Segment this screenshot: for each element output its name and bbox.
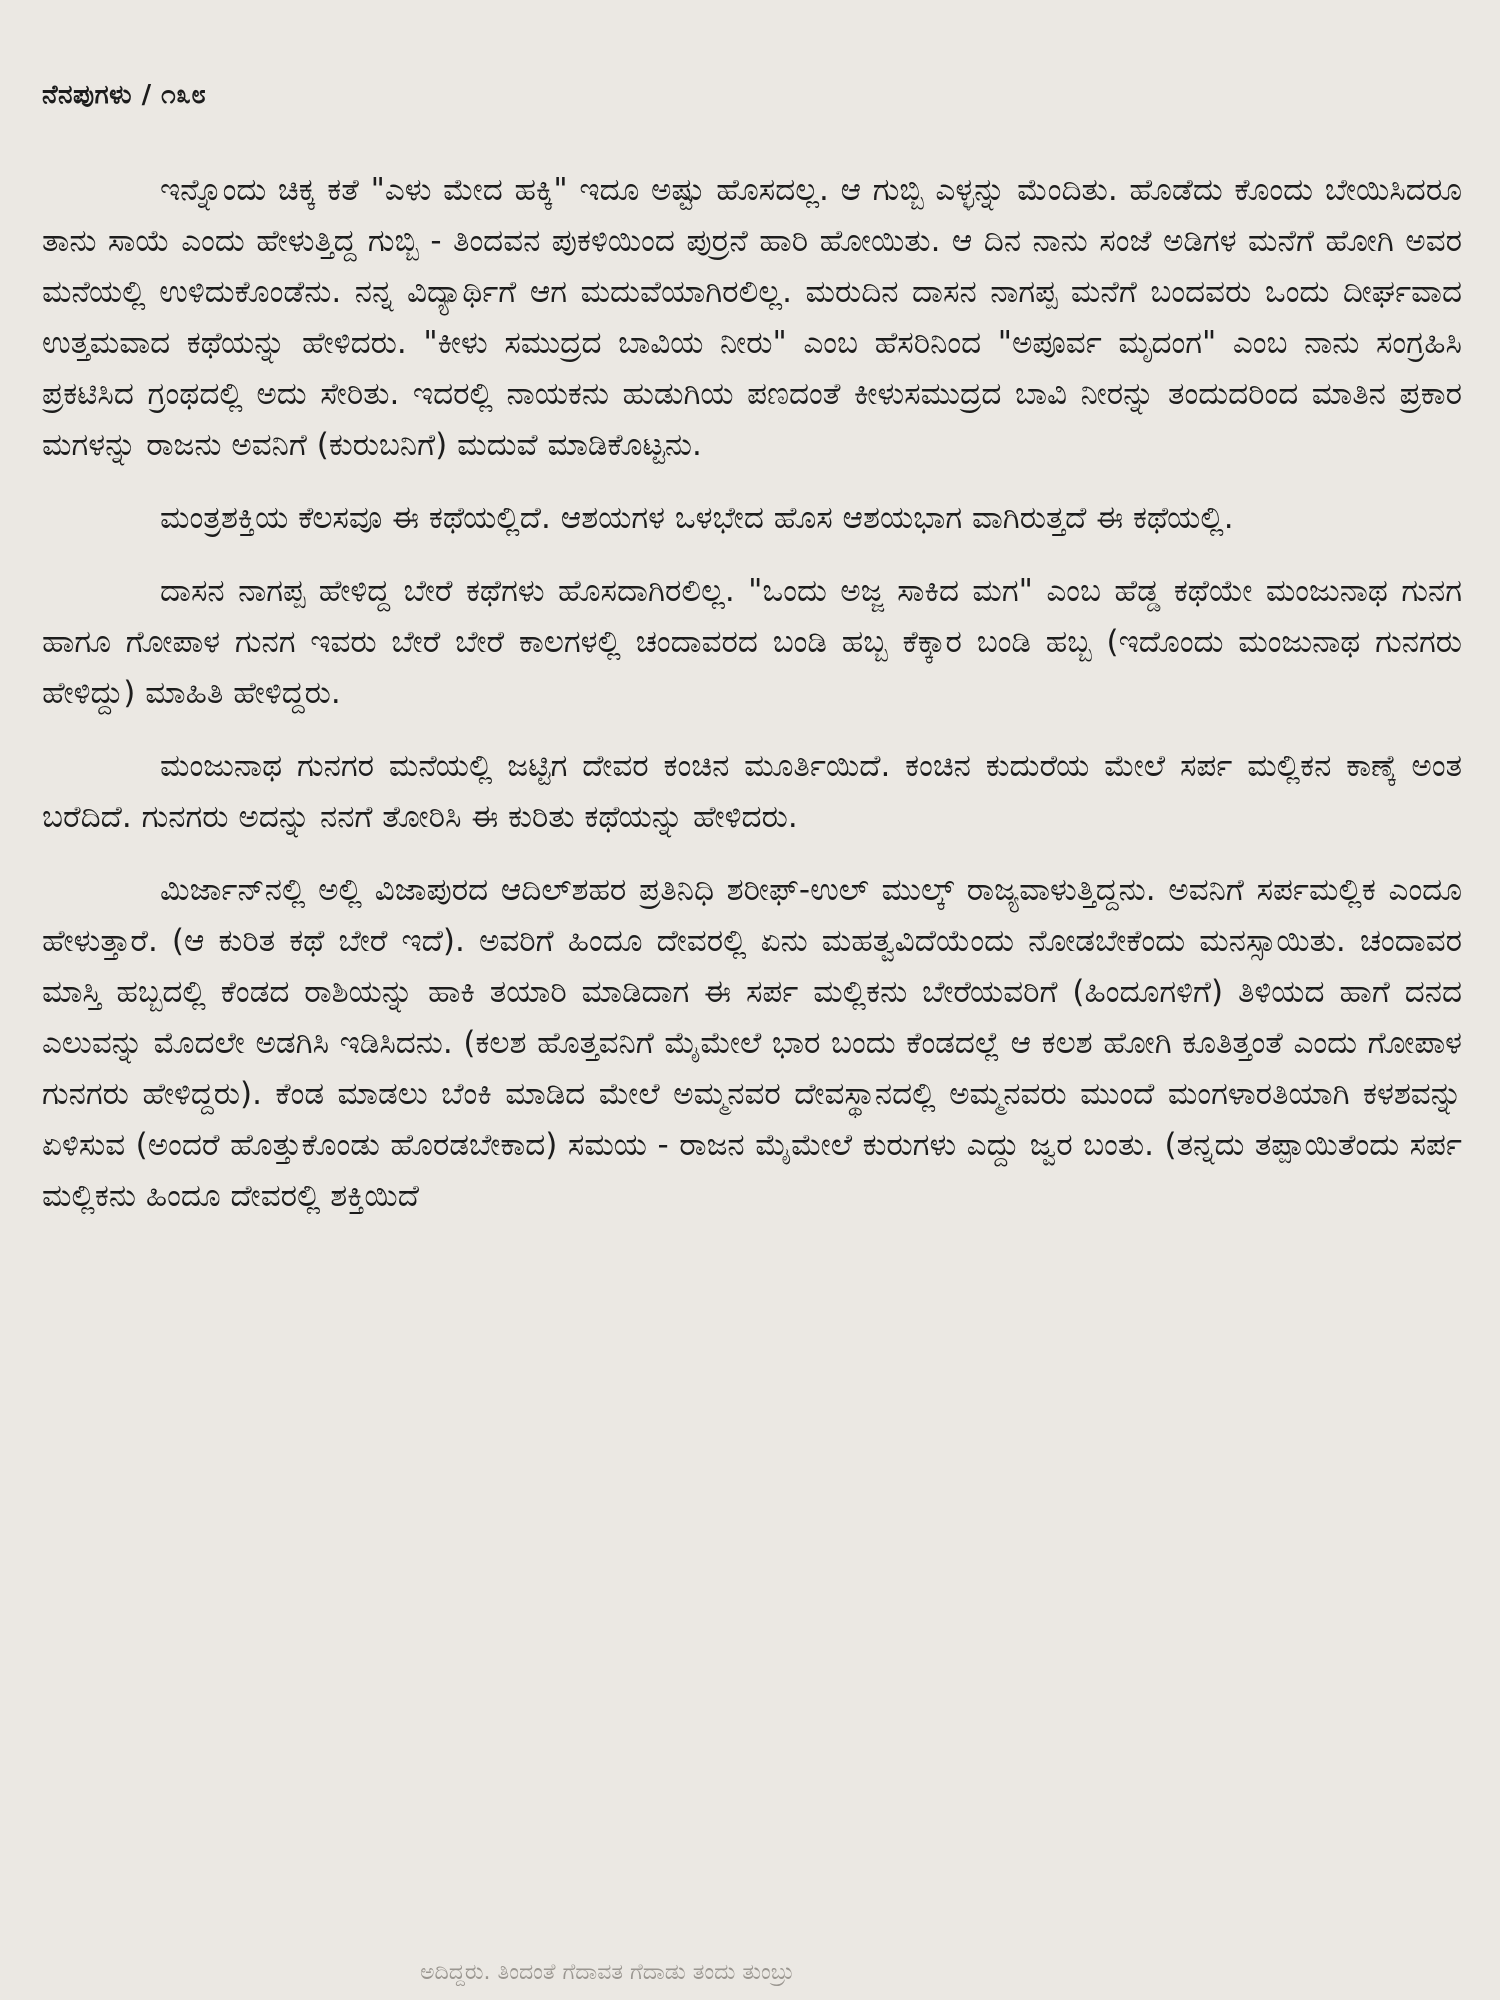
paragraph-5: ಮಿರ್ಜಾನ್‌ನಲ್ಲಿ ಅಲ್ಲಿ ವಿಜಾಪುರದ ಆದಿಲ್‌ಶಹರ ಪ್ರತಿನಿಧಿ ಶರೀಫ್-ಉಲ್ ಮುಲ್ಕ್ ರಾಜ್ಯವಾಳುತ್ತಿದ್ದನು. ಅವನಿಗೆ ಸರ್ಪಮಲ್ಲಿಕ ಎಂದೂ ಹೇಳುತ್ತಾರೆ. (ಆ ಕುರಿತ ಕಥೆ ಬೇರೆ ಇದೆ). ಅವರಿಗೆ ಹಿಂದೂ ದೇವರಲ್ಲಿ ಏನು ಮಹತ್ವವಿದೆಯೆಂದು ನೋಡಬೇಕೆಂದು ಮನಸ್ಸಾಯಿತು. ಚಂದಾವರ ಮಾಸ್ತಿ ಹಬ್ಬದಲ್ಲಿ ಕೆಂಡದ ರಾಶಿಯನ್ನು ಹಾಕಿ ತಯಾರಿ ಮಾಡಿದಾಗ ಈ ಸರ್ಪ ಮಲ್ಲಿಕನು ಬೇರೆಯವರಿಗೆ (ಹಿಂದೂಗಳಿಗೆ) ತಿಳಿಯದ ಹಾಗೆ ದನದ ಎಲುವನ್ನು ಮೊದಲೇ ಅಡಗಿಸಿ ಇಡಿಸಿದನು. (ಕಲಶ ಹೊತ್ತವನಿಗೆ ಮೈಮೇಲೆ ಭಾರ ಬಂದು ಕೆಂಡದಲ್ಲೆ ಆ ಕಲಶ ಹೋಗಿ ಕೂತಿತ್ತಂತೆ ಎಂದು ಗೋಪಾಳ ಗುನಗರು ಹೇಳಿದ್ದರು). ಕೆಂಡ ಮಾಡಲು ಬೆಂಕಿ ಮಾಡಿದ ಮೇಲೆ ಅಮ್ಮನವರ ದೇವಸ್ಥಾನದಲ್ಲಿ ಅಮ್ಮನವರು ಮುಂದೆ ಮಂಗಳಾರತಿಯಾಗಿ ಕಳಶವನ್ನು ಏಳಿಸುವ (ಅಂದರೆ ಹೊತ್ತುಕೊಂಡು ಹೊರಡಬೇಕಾದ) ಸಮಯ - ರಾಜನ ಮೈಮೇಲೆ ಕುರುಗಳು ಎದ್ದು ಜ್ವರ ಬಂತು. (ತನ್ನದು ತಪ್ಪಾಯಿತೆಂದು ಸರ್ಪ ಮಲ್ಲಿಕನು ಹಿಂದೂ ದೇವರಲ್ಲಿ ಶಕ್ತಿಯಿದೆ xyxy=(42,872,1462,1214)
paragraph-1: ಇನ್ನೊಂದು ಚಿಕ್ಕ ಕತೆ "ಎಳು ಮೇದ ಹಕ್ಕಿ" ಇದೂ ಅಷ್ಟು ಹೊಸದಲ್ಲ. ಆ ಗುಬ್ಬಿ ಎಳ್ಳನ್ನು ಮೆಂದಿತು. ಹೊಡೆದು ಕೊಂದು ಬೇಯಿಸಿದರೂ ತಾನು ಸಾಯೆ ಎಂದು ಹೇಳುತ್ತಿದ್ದ ಗುಬ್ಬಿ - ತಿಂದವನ ಪುಕಳಿಯಿಂದ ಪುರ್ರನೆ ಹಾರಿ ಹೋಯಿತು. ಆ ದಿನ ನಾನು ಸಂಜೆ ಅಡಿಗಳ ಮನೆಗೆ ಹೋಗಿ ಅವರ ಮನೆಯಲ್ಲಿ ಉಳಿದುಕೊಂಡೆನು. ನನ್ನ ವಿದ್ಯಾರ್ಥಿಗೆ ಆಗ ಮದುವೆಯಾಗಿರಲಿಲ್ಲ. ಮರುದಿನ ದಾಸನ ನಾಗಪ್ಪ ಮನೆಗೆ ಬಂದವರು ಒಂದು ದೀರ್ಘವಾದ ಉತ್ತಮವಾದ ಕಥೆಯನ್ನು ಹೇಳಿದರು. "ಕೀಳು ಸಮುದ್ರದ ಬಾವಿಯ ನೀರು" ಎಂಬ ಹೆಸರಿನಿಂದ "ಅಪೂರ್ವ ಮೃದಂಗ" ಎಂಬ ನಾನು ಸಂಗ್ರಹಿಸಿ ಪ್ರಕಟಿಸಿದ ಗ್ರಂಥದಲ್ಲಿ ಅದು ಸೇರಿತು. ಇದರಲ್ಲಿ ನಾಯಕನು ಹುಡುಗಿಯ ಪಣದಂತೆ ಕೀಳುಸಮುದ್ರದ ಬಾವಿ ನೀರನ್ನು ತಂದುದರಿಂದ ಮಾತಿನ ಪ್ರಕಾರ ಮಗಳನ್ನು ರಾಜನು ಅವನಿಗೆ (ಕುರುಬನಿಗೆ) ಮದುವೆ ಮಾಡಿಕೊಟ್ಟನು. xyxy=(42,172,1462,463)
paragraph-2: ಮಂತ್ರಶಕ್ತಿಯ ಕೆಲಸವೂ ಈ ಕಥೆಯಲ್ಲಿದೆ. ಆಶಯಗಳ ಒಳಭೇದ ಹೊಸ ಆಶಯಭಾಗ ವಾಗಿರುತ್ತದೆ ಈ ಕಥೆಯಲ್ಲಿ. xyxy=(160,500,1234,536)
paragraph-4: ಮಂಜುನಾಥ ಗುನಗರ ಮನೆಯಲ್ಲಿ ಜಟ್ಟಿಗ ದೇವರ ಕಂಚಿನ ಮೂರ್ತಿಯಿದೆ. ಕಂಚಿನ ಕುದುರೆಯ ಮೇಲೆ ಸರ್ಪ ಮಲ್ಲಿಕನ ಕಾಣ್ಕೆ ಅಂತ ಬರೆದಿದೆ. ಗುನಗರು ಅದನ್ನು ನನಗೆ ತೋರಿಸಿ ಈ ಕುರಿತು ಕಥೆಯನ್ನು ಹೇಳಿದರು. xyxy=(42,748,1462,835)
body-text xyxy=(42,165,1462,1244)
bleed-through-text: ಅದಿದ್ದರು. ತಿಂದಂತೆ ಗೆದಾವತ ಗೆದಾಡು ತಂದು ತುಂಬ್ರು xyxy=(420,1960,794,1985)
page-header: ನೆನಪುಗಳು / ೧೩೮ xyxy=(42,80,207,110)
paragraph-3: ದಾಸನ ನಾಗಪ್ಪ ಹೇಳಿದ್ದ ಬೇರೆ ಕಥೆಗಳು ಹೊಸದಾಗಿರಲಿಲ್ಲ. "ಒಂದು ಅಜ್ಜ ಸಾಕಿದ ಮಗ" ಎಂಬ ಹೆಡ್ಡ ಕಥೆಯೇ ಮಂಜುನಾಥ ಗುನಗ ಹಾಗೂ ಗೋಪಾಳ ಗುನಗ ಇವರು ಬೇರೆ ಬೇರೆ ಕಾಲಗಳಲ್ಲಿ ಚಂದಾವರದ ಬಂಡಿ ಹಬ್ಬ ಕೆಕ್ಕಾರ ಬಂಡಿ ಹಬ್ಬ (ಇದೊಂದು ಮಂಜುನಾಥ ಗುನಗರು ಹೇಳಿದ್ದು) ಮಾಹಿತಿ ಹೇಳಿದ್ದರು. xyxy=(42,573,1462,711)
